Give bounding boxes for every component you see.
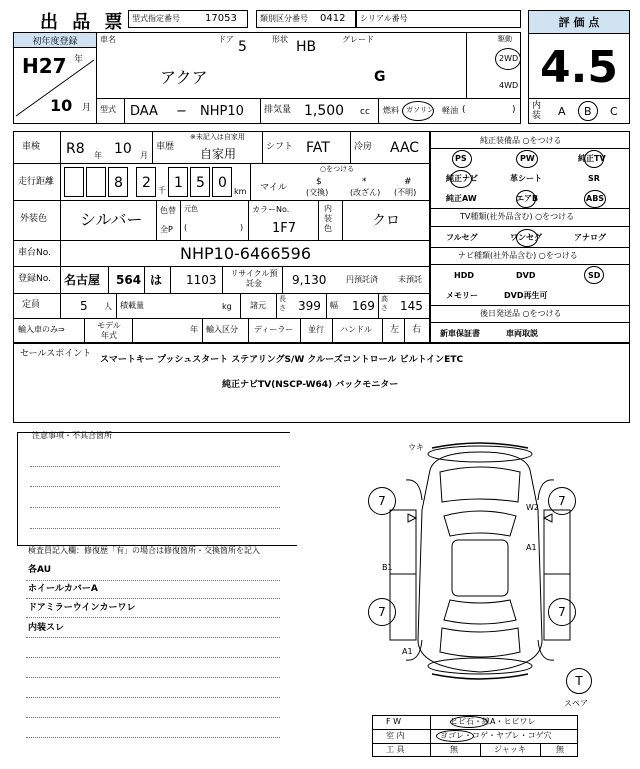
load-unit: kg (222, 302, 232, 311)
inspector-label: 検査員記入欄：修復歴「有」の場合は修復箇所・交換箇所を記入 (28, 546, 260, 555)
inspection-year-unit: 年 (94, 151, 102, 160)
mileage-digit: 2 (142, 175, 151, 191)
damage-b1: B1 (382, 563, 393, 572)
tv-fullseg: フルセグ (446, 233, 478, 242)
interior-color-value: クロ (372, 213, 400, 229)
interior-row-circle (436, 730, 474, 742)
tire-front-left (368, 487, 396, 515)
tamper-symbol: * (362, 177, 367, 187)
sales-point-line1: スマートキー プッシュスタート ステアリングS/W クルーズコントロール ビルトインETC (100, 355, 464, 365)
displacement-unit: cc (360, 107, 370, 117)
form-title: 出 品 票 (40, 12, 127, 33)
shift-value: FAT (306, 140, 330, 156)
equip-airbag: エアB (516, 194, 539, 203)
model-year-label: モデル年式 (97, 321, 121, 340)
inspector-entry: 各AU (28, 565, 51, 575)
type-dash: − (176, 104, 187, 119)
recycle-paid: 円預託済 (346, 275, 378, 284)
recycle-amount: 9,130 (292, 273, 327, 287)
interior-grade-c: C (610, 105, 618, 118)
import-class-label: 輸入区分 (206, 325, 238, 334)
interior-grade-circle (578, 101, 598, 121)
shape-value: HB (296, 39, 317, 55)
inspection-month-unit: 月 (140, 151, 148, 160)
color-change-label: 色替 (160, 206, 176, 215)
jack-value: 無 (556, 745, 564, 754)
inspection-era: R8 (66, 141, 85, 157)
mileage-digits (64, 167, 247, 197)
reg-area: 名古屋 (64, 273, 101, 287)
interior-grade-a: A (558, 105, 566, 118)
mileage-label: 走行距離 (18, 177, 55, 187)
type-code: NHP10 (200, 104, 244, 119)
interior-row-label: 室 内 (386, 731, 405, 740)
thousand-unit: 千 (158, 186, 166, 195)
equip-genuine-navi-circle (450, 170, 472, 188)
import-label: 輸入車のみ⇒ (18, 325, 65, 334)
tire-mark: 7 (558, 494, 566, 508)
reg-year-unit: 年 (74, 55, 84, 65)
grade-label: グレード (342, 35, 374, 44)
shape-label: 形状 (272, 35, 288, 44)
equip-pw: PW (520, 154, 535, 163)
later-warranty: 新車保証書 (440, 329, 480, 338)
equip-genuine-tv: 純正TV (578, 154, 606, 163)
nav-hdd: HDD (454, 271, 474, 280)
inspector-entry: ドアミラーウインカーワレ (28, 603, 136, 613)
original-color-close: ) (240, 223, 244, 232)
tire-mark: 7 (558, 605, 566, 619)
doors-label: ドア (218, 35, 234, 44)
equip-genuine-navi: 純正ナビ (446, 174, 478, 183)
tire-mark: 7 (378, 605, 386, 619)
caution-label: 注意事項・不具合箇所 (32, 431, 112, 440)
displacement-value: 1,500 (304, 103, 345, 119)
spare-label: スペア (564, 699, 588, 708)
interior-grade-label: 内装 (532, 101, 542, 121)
car-name-label: 車名 (100, 35, 116, 44)
inspection-label: 車検 (22, 142, 41, 152)
original-color-open: ( (184, 223, 188, 232)
reg-month: 10 (50, 96, 73, 115)
rating-label: 評 価 点 (558, 16, 600, 29)
first-reg-label: 初年度登録 (32, 36, 78, 47)
exchange-symbol: $ (316, 177, 322, 187)
equip-genuine-tv-circle (584, 150, 604, 168)
interior-grade-b: B (584, 105, 592, 118)
fw-value: ヒビ石・線A・ヒビワレ (450, 717, 536, 726)
inspector-entry: 内装スレ (28, 623, 65, 633)
sales-point-line2: 純正ナビTV(NSCP-W64) バックモニター (222, 380, 399, 390)
exterior-color-label: 外装色 (20, 214, 48, 224)
equip-leather: 革シート (510, 174, 542, 183)
fw-label: F W (386, 717, 402, 726)
nav-sd-circle (584, 266, 604, 284)
reg-no-label: 登録No. (18, 274, 51, 284)
nav-sd: SD (588, 271, 601, 280)
equip-pw-circle (516, 150, 538, 168)
diagram-top-label: ウキ (408, 443, 424, 452)
damage-w2: W2 (526, 503, 539, 512)
km-unit: km (234, 187, 247, 196)
interior-row-value: ヨゴレ・コゲ・ヤブレ・コゲ穴 (440, 731, 552, 740)
equip-sr: SR (588, 174, 600, 183)
load-label: 積載量 (120, 301, 144, 310)
tools-label: 工 具 (386, 745, 405, 754)
inspector-entry: ホイールカバーA (28, 584, 98, 594)
color-no-label: カラーNo. (252, 205, 290, 214)
unknown-label: (不明) (394, 188, 417, 197)
rating-header (529, 11, 629, 34)
length-label: 長さ (279, 295, 286, 312)
shift-label: シフト (266, 142, 294, 152)
equip-abs: ABS (586, 194, 605, 203)
recycle-label: リサイクル預託金 (230, 269, 278, 288)
drive-2wd: 2WD (499, 54, 519, 63)
mileage-digit: 5 (196, 175, 205, 191)
width-label: 幅 (330, 301, 338, 310)
nav-memory: メモリー (446, 291, 478, 300)
nav-dvd: DVD (516, 271, 536, 280)
equip-airbag-circle (516, 190, 539, 208)
length-value: 399 (298, 299, 321, 313)
spare-tire (566, 668, 592, 694)
mileage-digit: 8 (114, 175, 123, 191)
dims-label: 諸元 (250, 301, 266, 310)
color-no-value: 1F7 (272, 221, 297, 236)
model-designation-label: 型式指定番号 (132, 14, 180, 23)
equip-ps: PS (455, 154, 467, 163)
equip-genuine-aw: 純正AW (446, 194, 477, 203)
tools-value: 無 (450, 745, 458, 754)
tv-title: TV種類(社外品含む) ○をつける (460, 212, 575, 221)
nav-dvd-playback: DVD再生可 (504, 291, 548, 300)
equip-abs-circle (584, 190, 606, 208)
jack-label: ジャッキ (494, 745, 526, 754)
tire-mark: 7 (378, 494, 386, 508)
later-manual: 車両取説 (506, 329, 538, 338)
nav-title: ナビ種類(社外品含む) ○をつける (458, 251, 578, 260)
fuel-label: 燃料 (383, 106, 399, 115)
doors-value: 5 (238, 39, 247, 55)
fuel-paren-close: ) (512, 105, 516, 115)
height-value: 145 (400, 299, 423, 313)
category-label: 類別区分番号 (260, 14, 308, 23)
chassis-value: NHP10-6466596 (180, 244, 312, 263)
unknown-symbol: # (404, 177, 412, 187)
drive-2wd-circle (495, 48, 521, 70)
exterior-color-value: シルバー (80, 210, 143, 229)
original-color-label: 元色 (184, 205, 198, 213)
history-value: 自家用 (200, 147, 237, 161)
type-label: 型式 (100, 105, 116, 114)
circle-hint: ○をつける (320, 165, 355, 173)
ac-label: 冷房 (354, 142, 373, 152)
tire-rear-left (368, 598, 396, 626)
mileage-digit: 1 (174, 175, 183, 191)
tv-analog: アナログ (574, 233, 606, 242)
exchange-label: (交換) (306, 188, 329, 197)
tv-oneseg: ワンセグ (510, 233, 542, 242)
history-note: ※未記入は自家用 (190, 133, 245, 141)
sales-point-label: セールスポイント (20, 349, 92, 359)
reg-class: 564 (116, 273, 142, 287)
handle-left: 左 (390, 325, 400, 335)
light-oil-label: 軽油 (442, 106, 458, 115)
car-diagram (360, 440, 600, 680)
drive-4wd: 4WD (499, 81, 519, 90)
reg-month-unit: 月 (82, 103, 92, 113)
first-reg-header (14, 33, 97, 48)
category-value: 0412 (320, 13, 346, 24)
displacement-label: 排気量 (264, 105, 292, 115)
fuel-value: ガソリン (406, 106, 434, 114)
capacity-label: 定員 (22, 300, 41, 310)
grade-value: G (374, 69, 386, 85)
drive-label: 駆動 (498, 35, 512, 43)
tv-oneseg-circle (516, 229, 538, 247)
handle-right: 右 (412, 325, 422, 335)
damage-a1-right: A1 (526, 543, 537, 552)
handle-label: ハンドル (340, 325, 372, 334)
inspection-month: 10 (114, 141, 132, 157)
width-value: 169 (352, 299, 375, 313)
equip-ps-circle (452, 150, 472, 168)
reg-number: 1103 (186, 273, 217, 287)
mileage-digit: 0 (218, 175, 227, 191)
capacity-unit: 人 (104, 302, 112, 311)
history-label: 車歴 (156, 142, 175, 152)
rating-score: 4.5 (540, 42, 618, 93)
tamper-label: (改ざん) (350, 188, 381, 197)
fuel-paren-open: ( (462, 105, 466, 115)
fw-circle (450, 716, 488, 728)
genuine-title: 純正装備品 ○をつける (480, 136, 562, 145)
type-prefix: DAA (130, 104, 158, 119)
spare-mark: T (575, 674, 583, 688)
tire-rear-right (548, 598, 576, 626)
dealer-label: ディーラー (254, 325, 294, 334)
fuel-circle (402, 101, 434, 121)
serial-label: シリアル番号 (360, 14, 408, 23)
later-title: 後日発送品 ○をつける (480, 309, 562, 318)
height-label: 高さ (381, 295, 388, 312)
recycle-unpaid: 未預託 (398, 275, 422, 284)
reg-era-year: H27 (22, 54, 67, 78)
mile-label: マイル (260, 183, 287, 193)
ac-value: AAC (390, 140, 420, 156)
model-year-unit: 年 (190, 325, 198, 334)
damage-a1-left: A1 (402, 647, 413, 656)
capacity-value: 5 (80, 299, 88, 313)
chassis-label: 車台No. (18, 248, 51, 258)
model-designation-value: 17053 (205, 13, 237, 24)
tire-front-right (548, 487, 576, 515)
car-name-value: アクア (160, 68, 208, 87)
reg-kana: は (150, 273, 163, 287)
interior-color-label: 内装色 (324, 204, 332, 233)
full-paint-label: 全P (160, 225, 173, 234)
parallel-label: 並行 (308, 325, 324, 334)
